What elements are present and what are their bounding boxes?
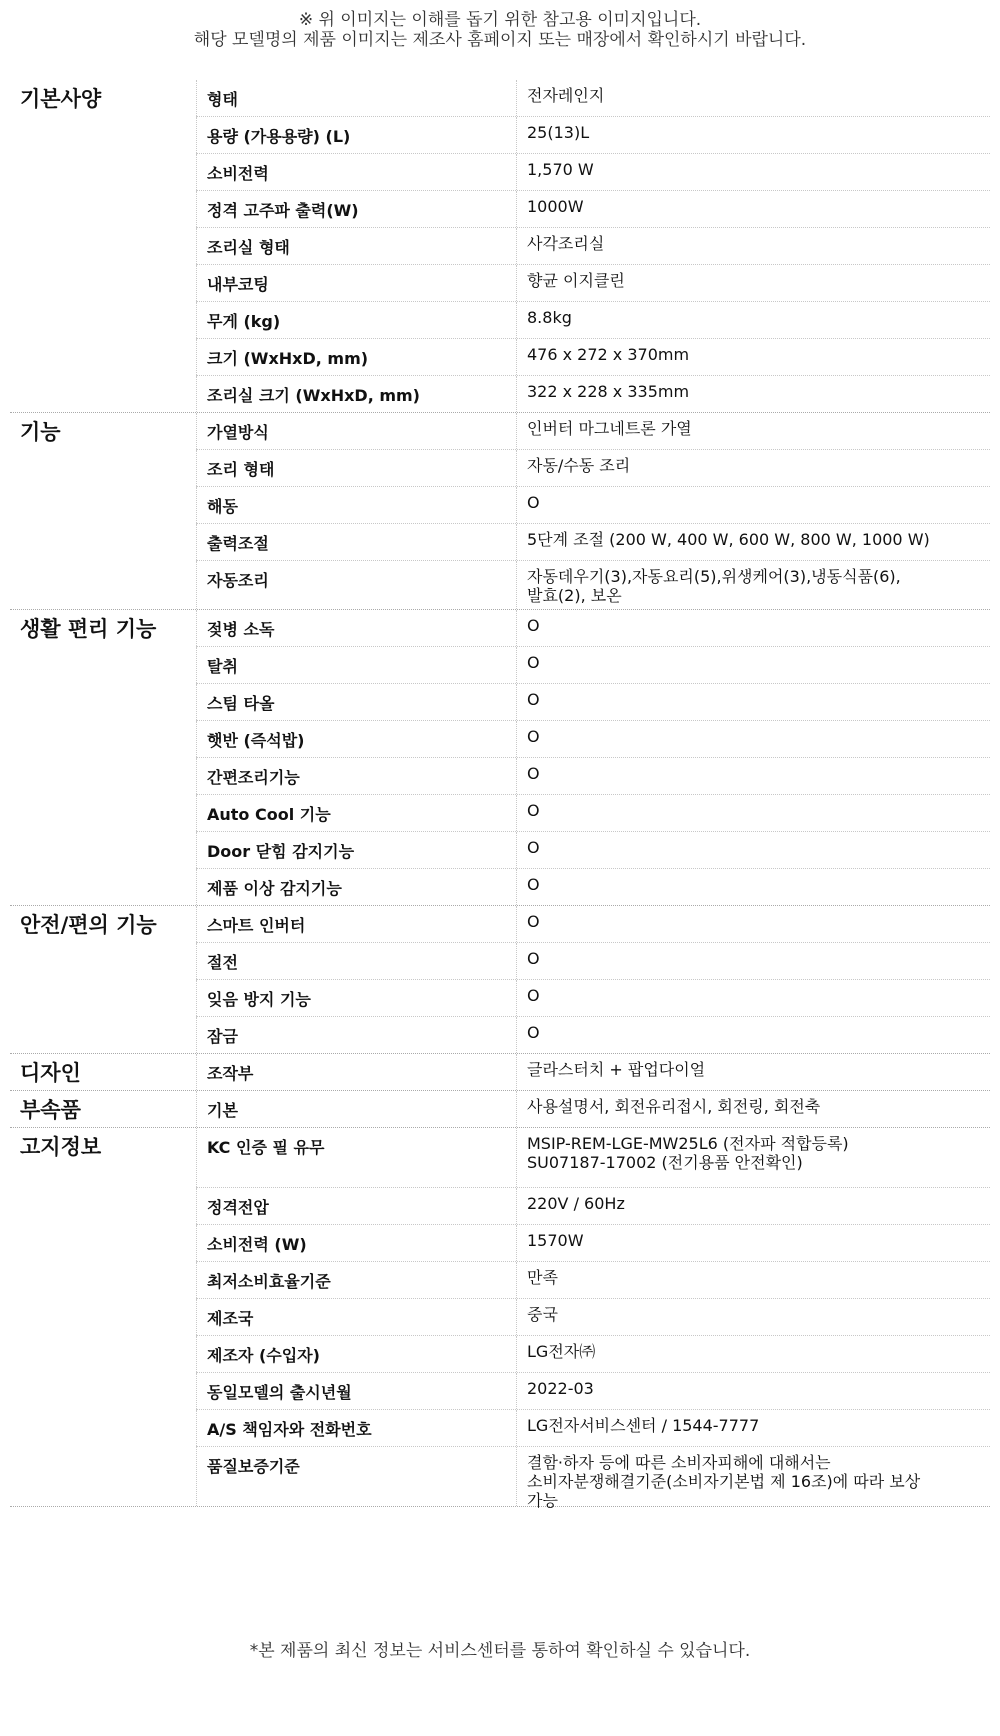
spec-label: 스마트 인버터	[196, 906, 516, 942]
spec-value: LG전자㈜	[516, 1336, 990, 1372]
image-notice	[0, 10, 1000, 50]
spec-row	[196, 906, 990, 943]
spec-value: LG전자서비스센터 / 1544-7777	[516, 1410, 990, 1446]
spec-label: 제조자 (수입자)	[196, 1336, 516, 1372]
spec-value: 향균 이지클린	[516, 265, 990, 301]
spec-row	[196, 302, 990, 339]
spec-value: O	[516, 758, 990, 794]
spec-value: 자동데우기(3),자동요리(5),위생케어(3),냉동식품(6), 발효(2), 보온	[516, 561, 990, 609]
spec-label: 스팀 타올	[196, 684, 516, 720]
spec-value: 476 x 272 x 370mm	[516, 339, 990, 375]
spec-label: 잠금	[196, 1017, 516, 1053]
spec-value: 사용설명서, 회전유리접시, 회전링, 회전축	[516, 1091, 990, 1127]
spec-row	[196, 1410, 990, 1447]
spec-label: A/S 책임자와 전화번호	[196, 1410, 516, 1446]
spec-row	[196, 524, 990, 561]
spec-row	[196, 684, 990, 721]
spec-value: 중국	[516, 1299, 990, 1335]
group-title: 디자인	[20, 1061, 81, 1085]
spec-value: 322 x 228 x 335mm	[516, 376, 990, 412]
spec-row	[196, 721, 990, 758]
spec-value: O	[516, 795, 990, 831]
spec-value: 2022-03	[516, 1373, 990, 1409]
spec-label: 무게 (kg)	[196, 302, 516, 338]
spec-row	[196, 561, 990, 609]
spec-row	[196, 647, 990, 684]
group-title: 생활 편리 기능	[20, 617, 157, 641]
spec-row	[196, 376, 990, 412]
spec-table	[10, 80, 990, 1510]
spec-value: 220V / 60Hz	[516, 1188, 990, 1224]
spec-value: O	[516, 943, 990, 979]
spec-label: KC 인증 필 유무	[196, 1128, 516, 1187]
spec-value: O	[516, 980, 990, 1016]
spec-label: Door 닫힘 감지기능	[196, 832, 516, 868]
spec-group	[10, 1054, 990, 1091]
spec-row	[196, 795, 990, 832]
spec-label: 가열방식	[196, 413, 516, 449]
notice-line-2: 해당 모델명의 제품 이미지는 제조사 홈페이지 또는 매장에서 확인하시기 바랍니다.	[193, 30, 807, 50]
spec-value: 자동/수동 조리	[516, 450, 990, 486]
spec-row	[196, 869, 990, 905]
spec-label: 내부코팅	[196, 265, 516, 301]
spec-value: 인버터 마그네트론 가열	[516, 413, 990, 449]
spec-row	[196, 1299, 990, 1336]
spec-row	[196, 1017, 990, 1053]
spec-value: 1570W	[516, 1225, 990, 1261]
spec-value: O	[516, 487, 990, 523]
spec-label: 용량 (가용용량) (L)	[196, 117, 516, 153]
spec-group	[10, 610, 990, 906]
spec-label: 동일모델의 출시년월	[196, 1373, 516, 1409]
spec-row	[196, 265, 990, 302]
group-title: 기능	[20, 420, 61, 444]
spec-row	[196, 487, 990, 524]
spec-value: O	[516, 1017, 990, 1053]
spec-row	[196, 1373, 990, 1410]
spec-value: 전자레인지	[516, 80, 990, 116]
spec-value: O	[516, 647, 990, 683]
spec-row	[196, 1262, 990, 1299]
spec-row	[196, 1091, 990, 1127]
spec-row	[196, 758, 990, 795]
spec-label: 잊음 방지 기능	[196, 980, 516, 1016]
spec-value: O	[516, 832, 990, 868]
spec-label: 햇반 (즉석밥)	[196, 721, 516, 757]
spec-label: 조리실 형태	[196, 228, 516, 264]
spec-label: 젖병 소독	[196, 610, 516, 646]
spec-label: 정격전압	[196, 1188, 516, 1224]
spec-row	[196, 339, 990, 376]
group-title: 부속품	[20, 1098, 81, 1122]
notice-line-1: ※ 위 이미지는 이해를 돕기 위한 참고용 이미지입니다.	[298, 10, 702, 30]
spec-row	[196, 1188, 990, 1225]
spec-value: O	[516, 869, 990, 905]
spec-row	[196, 1225, 990, 1262]
spec-label: 기본	[196, 1091, 516, 1127]
spec-row	[196, 154, 990, 191]
spec-label: 자동조리	[196, 561, 516, 609]
spec-label: Auto Cool 기능	[196, 795, 516, 831]
spec-value: O	[516, 721, 990, 757]
spec-group	[10, 1128, 990, 1510]
spec-value: 1,570 W	[516, 154, 990, 190]
spec-row	[196, 832, 990, 869]
spec-group	[10, 413, 990, 610]
spec-label: 정격 고주파 출력(W)	[196, 191, 516, 227]
spec-label: 출력조절	[196, 524, 516, 560]
spec-label: 조리 형태	[196, 450, 516, 486]
spec-row	[196, 943, 990, 980]
spec-value: O	[516, 684, 990, 720]
spec-label: 탈취	[196, 647, 516, 683]
spec-row	[196, 191, 990, 228]
spec-row	[196, 117, 990, 154]
spec-label: 형태	[196, 80, 516, 116]
spec-value: 글라스터치 + 팝업다이얼	[516, 1054, 990, 1090]
spec-label: 크기 (WxHxD, mm)	[196, 339, 516, 375]
spec-row	[196, 980, 990, 1017]
spec-row	[196, 413, 990, 450]
spec-group	[10, 906, 990, 1054]
spec-label: 소비전력 (W)	[196, 1225, 516, 1261]
spec-row	[196, 228, 990, 265]
spec-label: 조리실 크기 (WxHxD, mm)	[196, 376, 516, 412]
group-title: 기본사양	[20, 87, 102, 111]
spec-value: 8.8kg	[516, 302, 990, 338]
spec-label: 소비전력	[196, 154, 516, 190]
spec-value: 사각조리실	[516, 228, 990, 264]
spec-row	[196, 1447, 990, 1510]
spec-label: 제품 이상 감지기능	[196, 869, 516, 905]
spec-row	[196, 1336, 990, 1373]
spec-value: MSIP-REM-LGE-MW25L6 (전자파 적합등록) SU07187-17002 (전기용품 안전확인)	[516, 1128, 990, 1187]
spec-label: 품질보증기준	[196, 1447, 516, 1506]
spec-value: O	[516, 906, 990, 942]
spec-row	[196, 610, 990, 647]
group-title: 고지정보	[20, 1135, 102, 1159]
spec-value: 5단계 조절 (200 W, 400 W, 600 W, 800 W, 1000 W)	[516, 524, 990, 560]
spec-value: 만족	[516, 1262, 990, 1298]
spec-label: 최저소비효율기준	[196, 1262, 516, 1298]
spec-label: 해동	[196, 487, 516, 523]
footer-note: *본 제품의 최신 정보는 서비스센터를 통하여 확인하실 수 있습니다.	[249, 1641, 751, 1661]
spec-label: 간편조리기능	[196, 758, 516, 794]
spec-value: 1000W	[516, 191, 990, 227]
spec-label: 조작부	[196, 1054, 516, 1090]
spec-row	[196, 450, 990, 487]
spec-value: 25(13)L	[516, 117, 990, 153]
spec-row	[196, 1054, 990, 1090]
spec-value: O	[516, 610, 990, 646]
spec-group	[10, 80, 990, 413]
spec-group	[10, 1091, 990, 1128]
spec-label: 제조국	[196, 1299, 516, 1335]
spec-row	[196, 80, 990, 117]
group-title: 안전/편의 기능	[20, 913, 157, 937]
spec-label: 절전	[196, 943, 516, 979]
spec-value: 결함·하자 등에 따른 소비자피해에 대해서는 소비자분쟁해결기준(소비자기본법 제 16조)에 따라 보상 가능	[516, 1447, 990, 1506]
spec-row	[196, 1128, 990, 1188]
